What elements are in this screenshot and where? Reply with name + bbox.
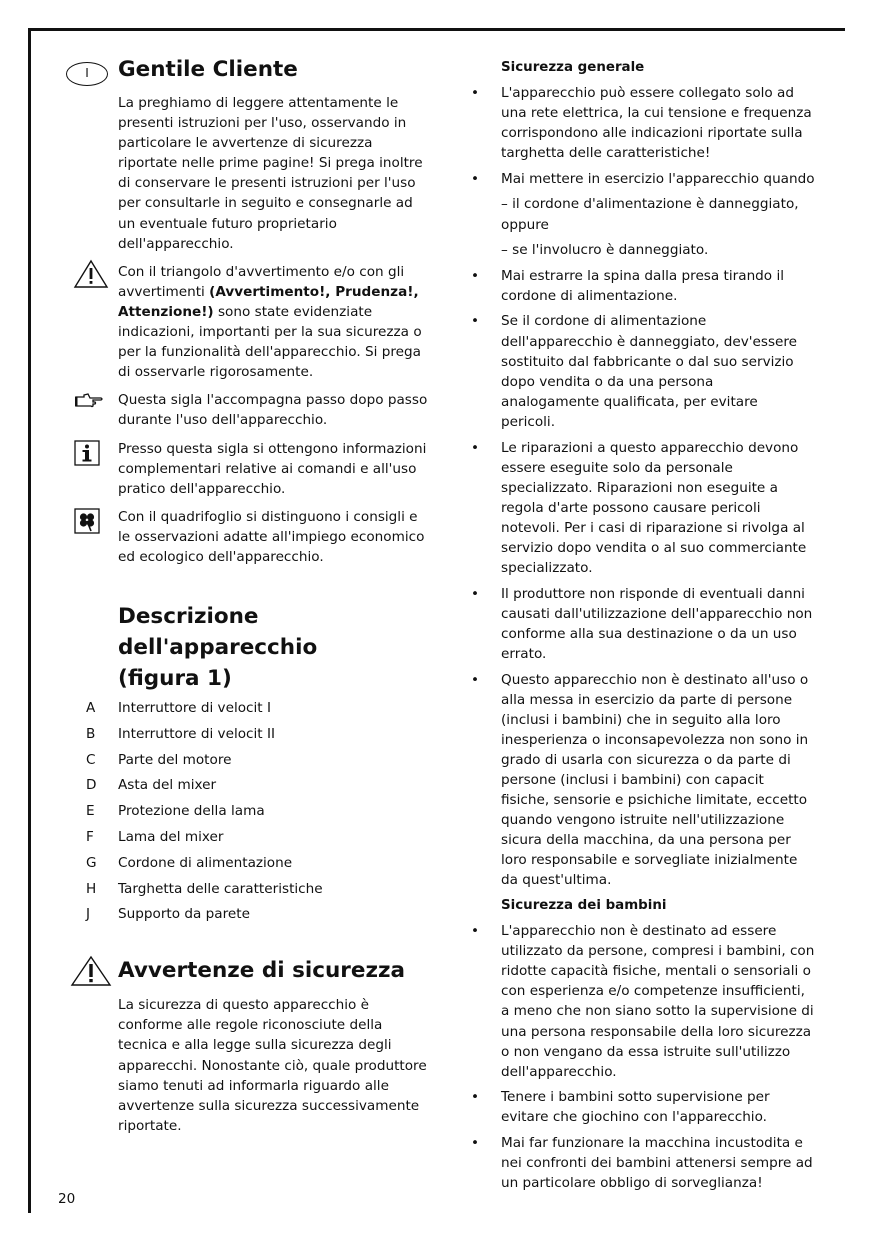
list-item <box>60 750 430 776</box>
list-item: • Mai estrarre la spina dalla presa tirando il cordone di alimentazione. <box>471 267 784 304</box>
part-label: Targhetta delle caratteristiche <box>118 880 323 897</box>
four-leaf-clover-icon <box>74 508 100 534</box>
safety-paragraph: La sicurezza di questo apparecchio è conforme alle regole riconosciute della tecnica e alla legge sulla sicurezza degli apparecchi. Nonostante ciò, quale produttore siamo tenuti ad informarla riguardo alle avvertenze sulla sicurezza successivamente riportate. <box>118 997 427 1134</box>
part-letter: A <box>86 700 96 717</box>
sub-item: – il cordone d'alimentazione è danneggiato, oppure <box>501 196 799 233</box>
list-item <box>60 801 430 827</box>
list-item: • Questo apparecchio non è destinato all'uso o alla messa in esercizio da parte di persone (inclusi i bambini) che in seguito alla loro inesperienza o inconsapevolezza non sono in grado di usarla con sicurezza o da parte di persone (inclusi i bambini) con capacit fisiche, sensorie e psichiche limitate, eccetto quando vengono istruite nell'utilizzazione sicura della macchina, da una persona per loro responsabile e sorvegliate inizialmente da quest'ultima. <box>471 671 809 889</box>
list-item <box>60 698 430 724</box>
part-label: Parte del motore <box>118 751 232 768</box>
description-heading-row <box>60 601 430 694</box>
warning-triangle-icon <box>70 955 112 987</box>
warning-note-text: Con il triangolo d'avvertimento e/o con gli avvertimenti (Avvertimento!, Prudenza!, Attenzione!) sono state evidenziate indicazioni, importanti per la sua sicurezza o per la funzionalità dell'apparecchio. Si prega di osservarle rigorosamente. <box>118 263 422 381</box>
list-item: • Se il cordone di alimentazione dell'apparecchio è danneggiato, dev'essere sostituito dal fabbricante o dal suo servizio dopo vendita o da una persona analogamente qualificata, per evitare pericoli. <box>471 313 798 430</box>
right-column <box>470 58 815 1199</box>
page-number: 20 <box>58 1191 76 1207</box>
info-note <box>60 439 430 499</box>
sub-item: – se l'involucro è danneggiato. <box>501 242 709 259</box>
safety-title: Avvertenze di sicurezza <box>118 958 406 984</box>
part-label: Interruttore di velocit II <box>118 725 275 742</box>
list-item: • L'apparecchio può essere collegato solo ad una rete elettrica, la cui tensione e frequenza corrispondono alle indicazioni riportate sulla targhetta delle caratteristiche! <box>471 85 812 162</box>
language-badge: I <box>66 62 108 86</box>
part-letter: G <box>86 854 97 871</box>
list-item <box>60 853 430 879</box>
part-label: Lama del mixer <box>118 829 224 846</box>
page-frame-top <box>28 28 845 31</box>
pointing-hand-icon <box>74 392 104 410</box>
list-item: • Mai far funzionare la macchina incustodita e nei confronti dei bambini attenersi sempre ad un particolare obbligo di sorveglianza! <box>471 1135 813 1192</box>
part-letter: J <box>86 906 91 923</box>
hand-note-text: Questa sigla l'accompagna passo dopo passo durante l'uso dell'apparecchio. <box>118 392 428 429</box>
part-letter: D <box>86 777 97 794</box>
intro-paragraph: La preghiamo di leggere attentamente le presenti istruzioni per l'uso, osservando in particolare le avvertenze di sicurezza riportate nelle prime pagine! Si prega inoltre di conservare le presenti istruzioni per l'uso per consultarle in seguito e consegnarle ad un eventuale futuro proprietario dell'apparecchio. <box>118 95 423 252</box>
part-letter: C <box>86 751 96 768</box>
left-column <box>60 52 430 1136</box>
page-frame-left <box>28 28 31 1213</box>
part-label: Supporto da parete <box>118 906 250 923</box>
list-item <box>60 904 430 930</box>
hand-note <box>60 390 430 430</box>
part-letter: H <box>86 880 97 897</box>
part-label: Asta del mixer <box>118 777 217 794</box>
list-item: • Tenere i bambini sotto supervisione per evitare che giochino con l'apparecchio. <box>471 1089 770 1126</box>
part-label: Cordone di alimentazione <box>118 854 293 871</box>
list-item <box>60 724 430 750</box>
list-item <box>60 827 430 853</box>
intro-title: Gentile Cliente <box>118 57 298 82</box>
part-letter: B <box>86 725 96 742</box>
description-title: Descrizione dell'apparecchio (figura 1) <box>118 604 318 692</box>
warning-note <box>60 262 430 383</box>
list-item: • Mai mettere in esercizio l'apparecchio quando <box>471 170 815 187</box>
part-label: Interruttore di velocit I <box>118 700 271 717</box>
parts-list <box>60 698 430 930</box>
part-letter: E <box>86 803 95 820</box>
info-icon <box>74 440 100 466</box>
list-item <box>60 775 430 801</box>
list-item: • L'apparecchio non è destinato ad essere utilizzato da persone, compresi i bambini, con ridotte capacità fisiche, mentali o sensoriali o con esperienza e/o competenze insufficienti, a meno che non siano sotto la supervisione di una persona responsabile della loro sicurezza o non vengano da essa istruite sull'utilizzo dell'apparecchio. <box>471 923 815 1080</box>
general-safety-heading: Sicurezza generale <box>501 60 645 75</box>
warning-triangle-icon <box>73 259 109 289</box>
safety-heading-row <box>60 954 430 988</box>
children-safety-heading: Sicurezza dei bambini <box>501 898 667 914</box>
list-item: • Il produttore non risponde di eventuali danni causati dall'utilizzazione dell'apparecchio non conforme alla sua destinazione o da un uso errato. <box>471 585 813 662</box>
list-item: • Le riparazioni a questo apparecchio devono essere eseguite solo da personale specializzato. Riparazioni non eseguite a regola d'arte possono causare pericoli notevoli. Per i casi di riparazione si rivolga al servizio dopo vendita o al suo commerciante specializzato. <box>471 439 807 577</box>
clover-note <box>60 507 430 567</box>
intro-heading-row <box>60 52 430 86</box>
clover-note-text: Con il quadrifoglio si distinguono i consigli e le osservazioni adatte all'impiego economico ed ecologico dell'apparecchio. <box>118 508 425 565</box>
list-item <box>60 879 430 905</box>
part-letter: F <box>86 829 94 846</box>
info-note-text: Presso questa sigla si ottengono informazioni complementari relative ai comandi e all'uso pratico dell'apparecchio. <box>118 440 427 497</box>
part-label: Protezione della lama <box>118 803 265 820</box>
